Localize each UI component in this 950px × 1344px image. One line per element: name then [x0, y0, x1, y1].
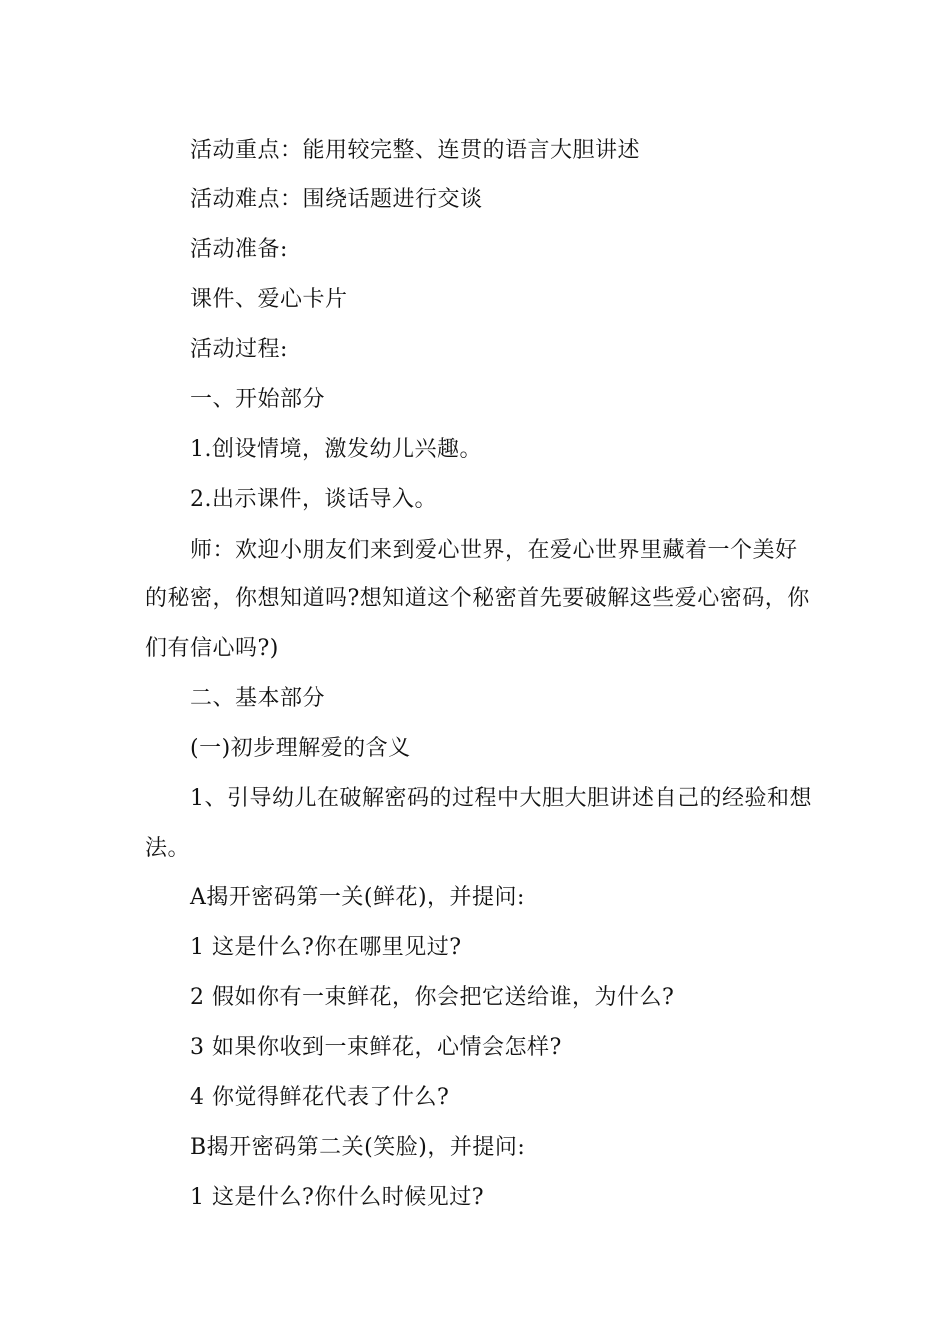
step-one-line: 1.创设情境，激发幼儿兴趣。 [190, 437, 482, 462]
level-b-question-1: 1 这是什么?你什么时候见过? [190, 1185, 485, 1210]
activity-focus-line: 活动重点：能用较完整、连贯的语言大胆讲述 [190, 138, 641, 163]
level-a-heading: A揭开密码第一关(鲜花)，并提问: [190, 885, 525, 910]
preparation-materials-line: 课件、爱心卡片 [190, 287, 348, 312]
guide-line-2: 法。 [145, 836, 191, 861]
teacher-speech-line-3: 们有信心吗?) [145, 636, 279, 661]
step-two-line: 2.出示课件，谈话导入。 [190, 487, 437, 512]
level-a-question-2: 2 假如你有一束鲜花，你会把它送给谁，为什么? [190, 985, 675, 1010]
teacher-speech-line-2: 的秘密，你想知道吗?想知道这个秘密首先要破解这些爱心密码，你 [145, 586, 810, 611]
teacher-speech-line-1: 师：欢迎小朋友们来到爱心世界，在爱心世界里藏着一个美好 [190, 538, 798, 563]
level-a-question-4: 4 你觉得鲜花代表了什么? [190, 1085, 450, 1110]
activity-difficulty-line: 活动难点：围绕话题进行交谈 [190, 187, 483, 212]
subsection-one-heading: (一)初步理解爱的含义 [190, 736, 411, 761]
section-two-heading: 二、基本部分 [190, 686, 326, 711]
guide-line-1: 1、引导幼儿在破解密码的过程中大胆大胆讲述自己的经验和想 [190, 786, 812, 811]
section-one-heading: 一、开始部分 [190, 387, 326, 412]
activity-process-heading: 活动过程: [190, 337, 288, 362]
level-a-question-3: 3 如果你收到一束鲜花，心情会怎样? [190, 1035, 562, 1060]
level-a-question-1: 1 这是什么?你在哪里见过? [190, 935, 462, 960]
level-b-heading: B揭开密码第二关(笑脸)，并提问: [190, 1135, 526, 1160]
activity-preparation-heading: 活动准备: [190, 237, 288, 262]
